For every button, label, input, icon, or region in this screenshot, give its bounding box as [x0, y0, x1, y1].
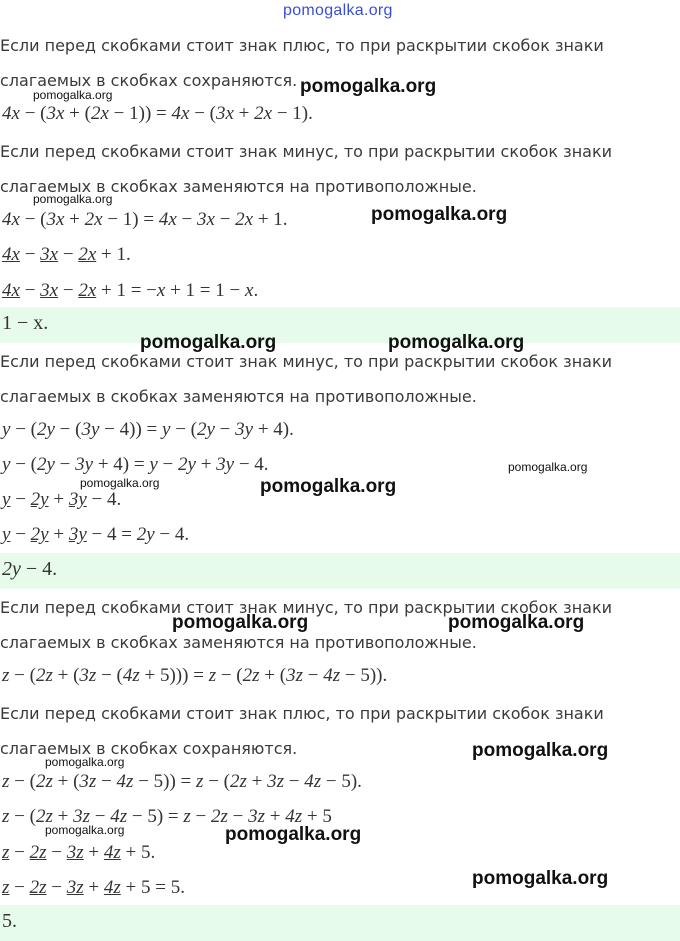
- watermark: pomogalka.org: [448, 612, 585, 633]
- equation: 4x − (3x + (2x − 1)) = 4x − (3x + 2x − 1).: [2, 103, 313, 124]
- watermark: pomogalka.org: [300, 76, 437, 97]
- rule-text: слагаемых в скобках сохраняются.: [0, 739, 298, 758]
- watermark: pomogalka.org: [260, 476, 397, 497]
- equation: 4x − 3x − 2x + 1.: [2, 244, 131, 265]
- rule-text: слагаемых в скобках сохраняются.: [0, 71, 298, 90]
- rule-text: Если перед скобками стоит знак минус, то при раскрытии скобок знаки: [0, 352, 613, 371]
- equation: y − (2y − 3y + 4) = y − 2y + 3y − 4.: [2, 454, 269, 475]
- rule-text: Если перед скобками стоит знак плюс, то при раскрытии скобок знаки: [0, 704, 604, 723]
- answer-text: 5.: [2, 910, 17, 932]
- watermark: pomogalka.org: [225, 824, 362, 845]
- equation: z − (2z + 3z − 4z − 5) = z − 2z − 3z + 4z + 5: [2, 806, 332, 827]
- watermark: pomogalka.org: [371, 204, 508, 225]
- rule-text: слагаемых в скобках заменяются на противоположные.: [0, 177, 477, 196]
- rule-text: Если перед скобками стоит знак минус, то при раскрытии скобок знаки: [0, 598, 613, 617]
- equation: z − (2z + (3z − 4z − 5)) = z − (2z + 3z − 4z − 5).: [2, 771, 362, 792]
- watermark: pomogalka.org: [140, 332, 277, 353]
- equation: y − (2y − (3y − 4)) = y − (2y − 3y + 4).: [2, 419, 294, 440]
- answer-text: 2y − 4.: [2, 558, 58, 580]
- watermark: pomogalka.org: [33, 192, 113, 206]
- watermark: pomogalka.org: [45, 755, 125, 769]
- rule-text: слагаемых в скобках заменяются на противоположные.: [0, 387, 477, 406]
- watermark: pomogalka.org: [45, 823, 125, 837]
- header-watermark: pomogalka.org: [283, 2, 393, 19]
- watermark: pomogalka.org: [80, 476, 160, 490]
- equation: y − 2y + 3y − 4.: [2, 489, 122, 510]
- watermark: pomogalka.org: [33, 88, 113, 102]
- watermark: pomogalka.org: [172, 612, 309, 633]
- answer-text: 1 − x.: [2, 312, 49, 334]
- answer-box: [0, 307, 680, 343]
- equation: y − 2y + 3y − 4 = 2y − 4.: [2, 524, 190, 545]
- answer-box: [0, 905, 680, 941]
- watermark: pomogalka.org: [472, 740, 609, 761]
- equation: 4x − 3x − 2x + 1 = −x + 1 = 1 − x.: [2, 280, 259, 301]
- watermark: pomogalka.org: [388, 332, 525, 353]
- watermark: pomogalka.org: [508, 460, 588, 474]
- equation: z − (2z + (3z − (4z + 5))) = z − (2z + (3z − 4z − 5)).: [2, 665, 388, 686]
- rule-text: Если перед скобками стоит знак плюс, то при раскрытии скобок знаки: [0, 36, 604, 55]
- watermark: pomogalka.org: [472, 868, 609, 889]
- equation: z − 2z − 3z + 4z + 5 = 5.: [2, 877, 185, 898]
- rule-text: Если перед скобками стоит знак минус, то при раскрытии скобок знаки: [0, 142, 613, 161]
- answer-box: [0, 553, 680, 589]
- equation: 4x − (3x + 2x − 1) = 4x − 3x − 2x + 1.: [2, 209, 288, 230]
- equation: z − 2z − 3z + 4z + 5.: [2, 842, 156, 863]
- rule-text: слагаемых в скобках заменяются на противоположные.: [0, 633, 477, 652]
